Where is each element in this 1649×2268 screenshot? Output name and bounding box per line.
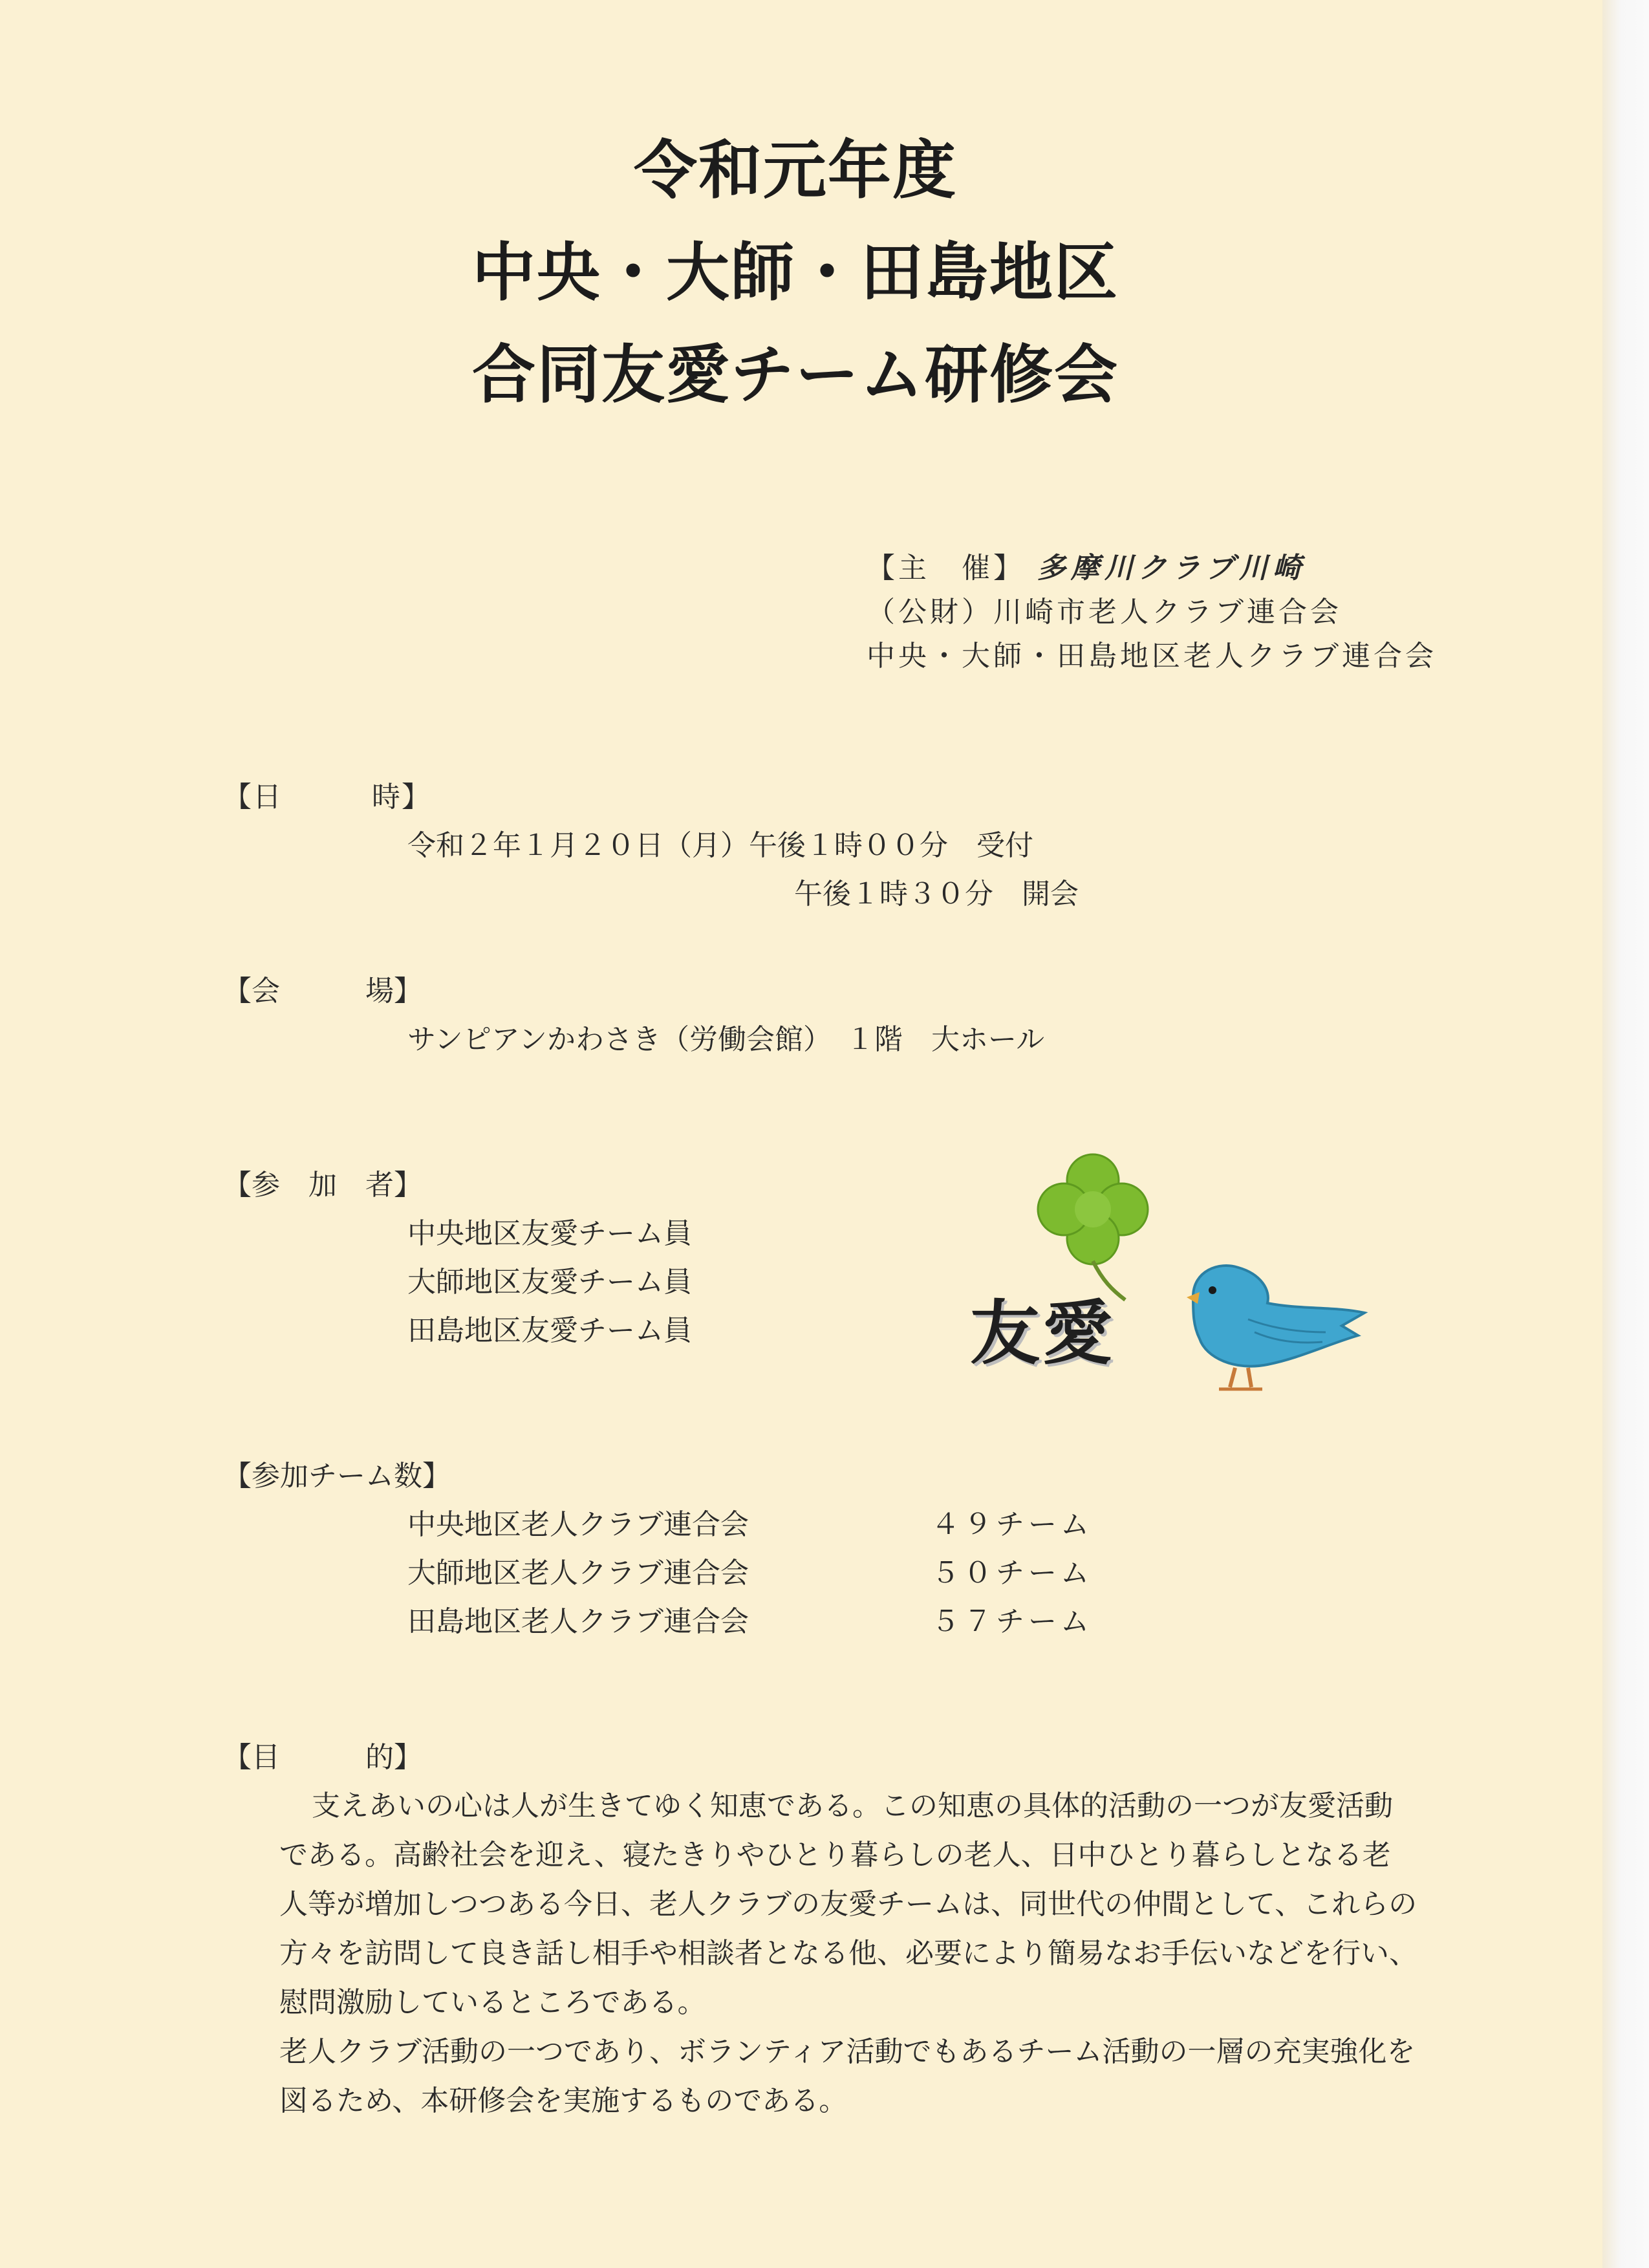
participant-item: 中央地区友愛チーム員 — [407, 1217, 692, 1250]
participant-item: 大師地区友愛チーム員 — [407, 1266, 692, 1299]
venue-heading: 【会 場】 — [223, 975, 422, 1008]
teams-table — [407, 1500, 1093, 1646]
document-title — [0, 120, 1591, 426]
yuai-logo-text: 友愛 — [970, 1293, 1116, 1374]
datetime-heading: 【日 時】 — [223, 781, 431, 814]
organizers-block — [867, 546, 1437, 678]
organizer-main: 多摩川クラブ川崎 — [1037, 552, 1306, 585]
title-line-2: 中央・大師・田島地区 — [471, 236, 1119, 310]
teams-row — [407, 1549, 1093, 1597]
title-line-3: 合同友愛チーム研修会 — [471, 338, 1119, 412]
venue-line: サンピアンかわさき（労働会館） １階 大ホール — [407, 1023, 1045, 1056]
co-organizer-1: （公財）川崎市老人クラブ連合会 — [867, 596, 1342, 629]
purpose-heading: 【目 的】 — [223, 1741, 422, 1774]
participants-list — [407, 1209, 692, 1355]
purpose-body — [279, 1782, 1417, 2126]
datetime-section — [223, 773, 431, 821]
team-count: ４９チーム — [931, 1508, 1093, 1541]
title-line-1: 令和元年度 — [633, 134, 957, 208]
participant-item: 田島地区友愛チーム員 — [407, 1314, 692, 1347]
datetime-line-2: 午後１時３０分 開会 — [794, 878, 1079, 911]
team-count: ５０チーム — [931, 1557, 1093, 1590]
club-name: 田島地区老人クラブ連合会 — [407, 1605, 749, 1638]
co-organizer-2: 中央・大師・田島地区老人クラブ連合会 — [867, 640, 1437, 673]
bluebird-icon — [1187, 1266, 1364, 1389]
purpose-paragraph-1: 支えあいの心は人が生きてゆく知恵である。この知恵の具体的活動の一つが友愛活動である。高齢社会を迎え、寝たきりやひとり暮らしの老人、日中ひとり暮らしとなる老人等が増加しつつある今日、老人クラブの友愛チームは、同世代の仲間として、これらの方々を訪問して良き話し相手や相談者となる他、必要により簡易なお手伝いなどを行い、慰問激励しているところである。 — [279, 1789, 1417, 2019]
teams-row — [407, 1597, 1093, 1646]
purpose-paragraph-2: 老人クラブ活動の一つであり、ボランティア活動でもあるチーム活動の一層の充実強化を図るため、本研修会を実施するものである。 — [279, 2035, 1416, 2117]
teams-heading: 【参加チーム数】 — [223, 1460, 451, 1493]
organizers-label: 【主 催】 — [867, 552, 1025, 585]
scan-edge — [1602, 0, 1649, 2268]
club-name: 大師地区老人クラブ連合会 — [407, 1557, 749, 1590]
participants-heading: 【参 加 者】 — [223, 1169, 422, 1202]
teams-row — [407, 1500, 1093, 1549]
team-count: ５７チーム — [931, 1605, 1093, 1638]
datetime-line-1: 令和２年１月２０日（月）午後１時００分 受付 — [407, 829, 1033, 862]
club-name: 中央地区老人クラブ連合会 — [407, 1508, 749, 1541]
